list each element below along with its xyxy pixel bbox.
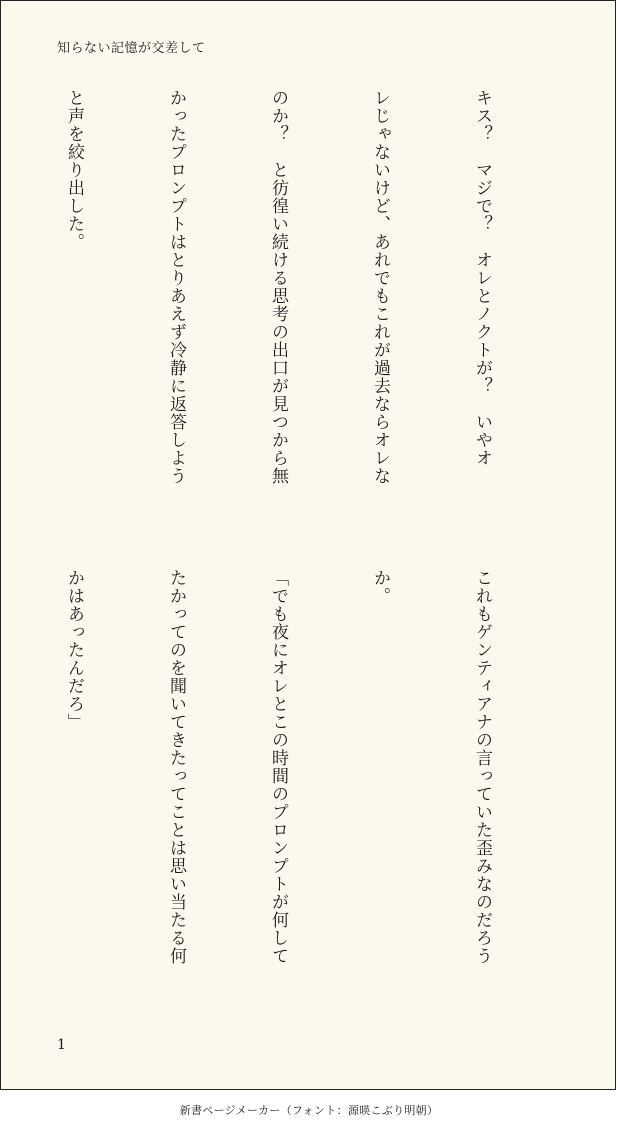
text-block-top — [0, 89, 567, 549]
page-number: 1 — [57, 1037, 66, 1053]
text-column: 「でも夜にオレとこの時間のプロンプトが何して — [268, 569, 288, 965]
text-column: のか？ と彷徨い続ける思考の出口が見つから無 — [268, 89, 288, 485]
text-column: キス？ マジで？ オレとノクトが？ いやオ — [472, 89, 492, 467]
text-column: レじゃないけど、あれでもこれが過去ならオレな — [370, 89, 390, 485]
text-column: と声を絞り出した。 — [64, 89, 84, 251]
text-column: か。 — [370, 569, 390, 605]
footer-credit: 新書ページメーカー（フォント：源暎こぶり明朝） — [179, 1104, 439, 1117]
page-title: 知らない記憶が交差して — [57, 41, 206, 56]
text-column: これもゲンティアナの言っていた歪みなのだろう — [472, 569, 492, 965]
text-block-bottom — [0, 569, 567, 989]
text-column: かはあったんだろ」 — [64, 569, 84, 731]
text-column: かったプロンプトはとりあえず冷静に返答しよう — [166, 89, 186, 485]
text-column: たかってのを聞いてきたってことは思い当たる何 — [166, 569, 186, 965]
